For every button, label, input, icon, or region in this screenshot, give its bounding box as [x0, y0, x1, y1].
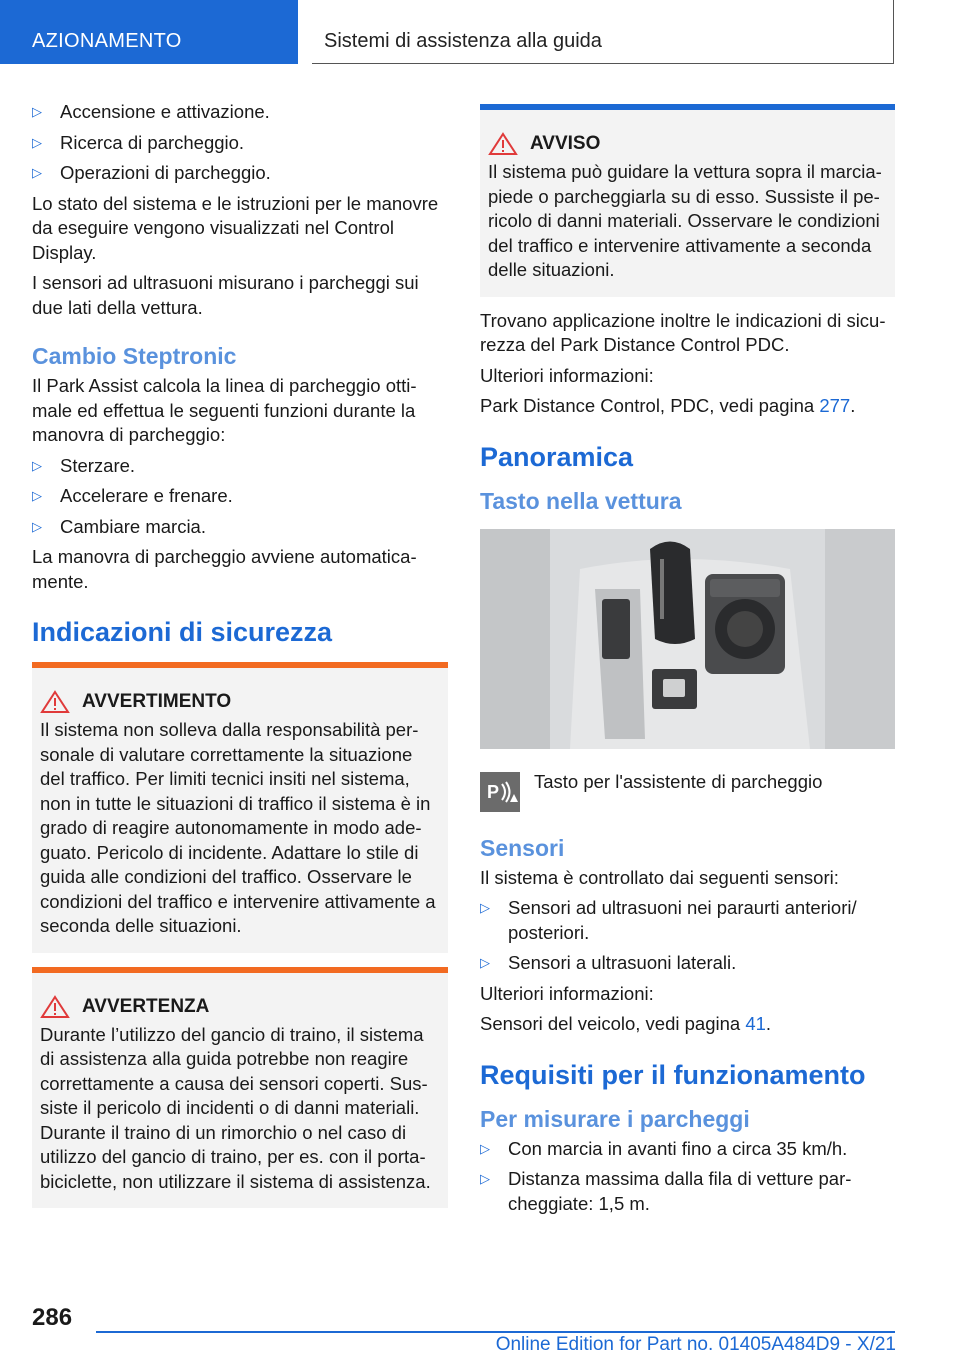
- paragraph: Lo stato del sistema e le istruzioni per le manovre da eseguire vengono visualizzati nel Control Display.: [32, 192, 439, 263]
- paragraph: Trovano applicazione inoltre le indicazioni di sicurezza del Park Distance Control PDC.: [480, 309, 886, 355]
- triangle-bullet-icon: ▷: [480, 1140, 490, 1156]
- warning-text: Il sistema non solleva dalla responsabilità personale di valutare correttamente la situazione del traffico. Per limiti tecnici insiti nel sistema, non in tutte le situazioni di traffico il sistema è in grado di reagire autonomamente in modo adeguato. Pericolo di incidente. Adattare lo stile di guida alle condizioni del traffico. Osservare le condizioni del traffico e intervenire attivamente a seconda delle situazioni.: [40, 719, 436, 936]
- paragraph: Il sistema è controllato dai seguenti sensori:: [480, 866, 839, 888]
- paragraph: Sensori del veicolo, vedi pagina 41.: [480, 1013, 772, 1034]
- paragraph: Il Park Assist calcola la linea di parcheggio ottimale ed effettua le seguenti funzioni durante la manovra di parcheggio:: [32, 375, 417, 445]
- svg-text:P: P: [487, 781, 500, 802]
- list-item: ▷ Sensori ad ultrasuoni nei paraurti anteriori/ posteriori.: [480, 896, 895, 945]
- list-item: ▷ Accelerare e frenare.: [32, 484, 448, 509]
- warning-box: [32, 662, 448, 953]
- section-title: AZIONAMENTO: [32, 30, 182, 52]
- page-link[interactable]: 41: [745, 1013, 766, 1034]
- right-column: [480, 90, 895, 1222]
- list-item: ▷ Ricerca di parcheggio.: [32, 131, 448, 156]
- list-item: ▷ Distanza massima dalla fila di vetture parcheggiate: 1,5 m.: [480, 1167, 895, 1216]
- footer-divider: [96, 1331, 895, 1333]
- page-link[interactable]: 277: [819, 395, 851, 416]
- triangle-bullet-icon: ▷: [32, 104, 42, 119]
- notice-text: Il sistema può guidare la vettura sopra il marciapiede o parcheggiarla su di esso. Sussiste il pericolo di danni materiali. Osservare le condizioni del traffico e intervenire attivamente a seconda delle situazioni.: [488, 161, 882, 280]
- subsection-heading: Per misurare i parcheggi: [480, 1105, 750, 1132]
- section-heading: Indicazioni di sicurezza: [32, 617, 333, 647]
- notice-title: AVVISO: [488, 132, 887, 156]
- left-column: [32, 100, 448, 1220]
- section-heading: Cambio Steptronic: [32, 343, 237, 369]
- warning-title: AVVERTENZA: [40, 995, 440, 1019]
- triangle-bullet-icon: ▷: [480, 1171, 490, 1186]
- triangle-bullet-icon: ▷: [480, 955, 490, 970]
- list-item: ▷ Operazioni di parcheggio.: [32, 161, 448, 186]
- subsection-heading: Sensori: [480, 834, 565, 861]
- triangle-bullet-icon: ▷: [480, 900, 490, 915]
- triangle-bullet-icon: ▷: [32, 488, 42, 503]
- warning-text: Durante l’utilizzo del gancio di traino, il sistema di assistenza alla guida potrebbe non reagire correttamente a causa dei sensori coperti. Sussiste il pericolo di incidenti o di danni materiali. Durante il traino di un rimorchio o nel caso di utilizzo del gancio di traino, per es. con il portabiciclette, non utilizzare il sistema di assistenza.: [40, 1023, 431, 1192]
- paragraph: La manovra di parcheggio avviene automaticamente.: [32, 546, 417, 592]
- notice-box: [480, 104, 895, 297]
- section-tab: [0, 0, 298, 64]
- section-heading: Requisiti per il funzionamento: [480, 1059, 866, 1090]
- subsection-heading: Tasto nella vettura: [480, 487, 682, 514]
- list-item: ▷ Accensione e attivazione.: [32, 100, 448, 125]
- edition-footer: Online Edition for Part no. 01405A484D9 - X/21: [495, 1334, 896, 1355]
- legend-caption: Tasto per l'assistente di parcheggio: [534, 770, 823, 792]
- chapter-header: [312, 0, 894, 64]
- triangle-bullet-icon: ▷: [32, 457, 42, 473]
- warning-triangle-icon: [40, 995, 70, 1019]
- section-heading: Panoramica: [480, 441, 634, 472]
- page-number: 286: [32, 1304, 73, 1331]
- legend-row: [480, 772, 895, 812]
- paragraph: I sensori ad ultrasuoni misurano i parcheggi sui due lati della vettura.: [32, 272, 419, 318]
- paragraph: Park Distance Control, PDC, vedi pagina 277.: [480, 395, 856, 416]
- list-item: ▷ Cambiare marcia.: [32, 515, 448, 540]
- center-console-photo: [480, 529, 895, 749]
- list-item: ▷ Sensori a ultrasuoni laterali.: [480, 951, 895, 976]
- triangle-bullet-icon: ▷: [32, 165, 42, 180]
- warning-box: [32, 967, 448, 1209]
- triangle-bullet-icon: ▷: [32, 134, 42, 150]
- triangle-bullet-icon: ▷: [32, 518, 42, 534]
- warning-triangle-icon: [488, 132, 518, 156]
- warning-title: AVVERTIMENTO: [40, 690, 440, 714]
- chapter-title: Sistemi di assistenza alla guida: [324, 30, 602, 52]
- warning-triangle-icon: [40, 690, 70, 714]
- list-item: ▷ Con marcia in avanti fino a circa 35 km/h.: [480, 1137, 895, 1162]
- paragraph: Ulteriori informazioni:: [480, 364, 654, 386]
- park-assist-icon: [480, 772, 520, 812]
- list-item: ▷ Sterzare.: [32, 454, 448, 479]
- paragraph: Ulteriori informazioni:: [480, 982, 654, 1004]
